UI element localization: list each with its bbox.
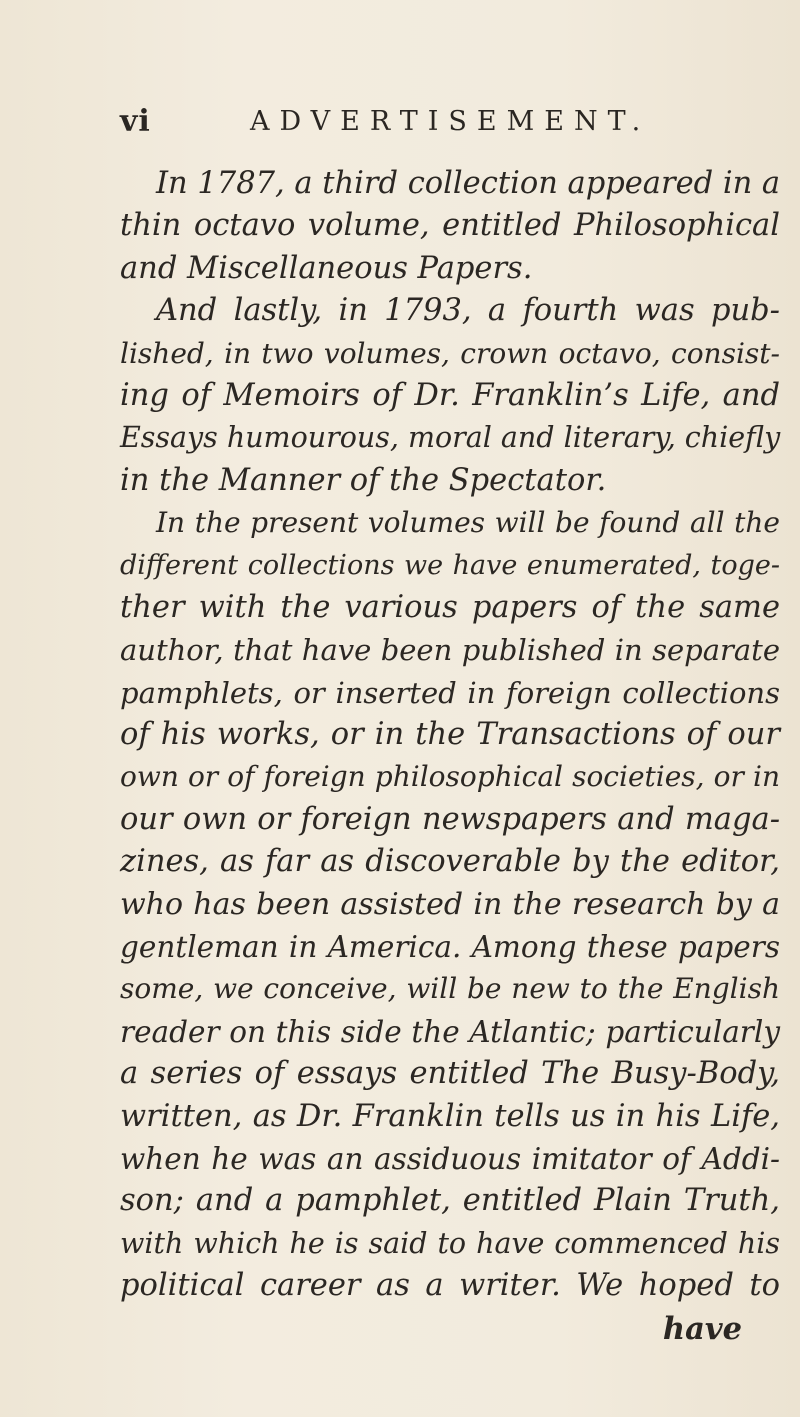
body-text — [120, 163, 780, 1350]
text-line: a series of essays entitled The Busy-Body, — [120, 1056, 780, 1092]
catchword: have — [662, 1310, 742, 1347]
text-line: our own or foreign newspapers and maga- — [120, 801, 780, 837]
text-line: own or of foreign philosophical societies, or in — [120, 760, 780, 794]
text-line: son; and a pamphlet, entitled Plain Truth, — [120, 1183, 780, 1219]
text-line: In the present volumes will be found all the — [156, 506, 780, 540]
text-line: when he was an assiduous imitator of Addi- — [120, 1141, 780, 1176]
text-line: who has been assisted in the research by a — [120, 886, 780, 922]
text-line: different collections we have enumerated, toge- — [120, 549, 780, 581]
text-line: And lastly, in 1793, a fourth was pub- — [156, 293, 780, 329]
text-line: In 1787, a third collection appeared in a — [156, 166, 781, 201]
text-line: lished, in two volumes, crown octavo, consist- — [120, 336, 780, 370]
text-line: written, as Dr. Franklin tells us in his Life, — [120, 1098, 780, 1134]
text-line: reader on this side the Atlantic; particularly — [120, 1014, 780, 1049]
text-line: of his works, or in the Transactions of our — [120, 717, 780, 753]
text-line: political career as a writer. We hoped to — [120, 1268, 780, 1304]
text-line: thin octavo volume, entitled Philosophical — [120, 208, 780, 244]
running-head-title: ADVERTISEMENT. — [250, 106, 651, 137]
text-line: Essays humourous, moral and literary, chiefly — [120, 421, 781, 455]
text-line: author, that have been published in separate — [120, 633, 780, 668]
text-line: ther with the various papers of the same — [120, 589, 780, 625]
text-line: zines, as far as discoverable by the editor, — [120, 844, 780, 880]
text-line: with which he is said to have commenced his — [120, 1226, 780, 1260]
text-line: gentleman in America. Among these papers — [120, 930, 780, 965]
page-number: vi — [120, 104, 151, 139]
text-line: some, we conceive, will be new to the English — [120, 972, 780, 1006]
running-head — [120, 104, 770, 144]
text-line: pamphlets, or inserted in foreign collections — [120, 675, 780, 710]
text-line: in the Manner of the Spectator. — [120, 462, 607, 498]
text-line: ing of Memoirs of Dr. Franklin’s Life, and — [120, 377, 780, 413]
text-line: and Miscellaneous Papers. — [120, 250, 533, 286]
